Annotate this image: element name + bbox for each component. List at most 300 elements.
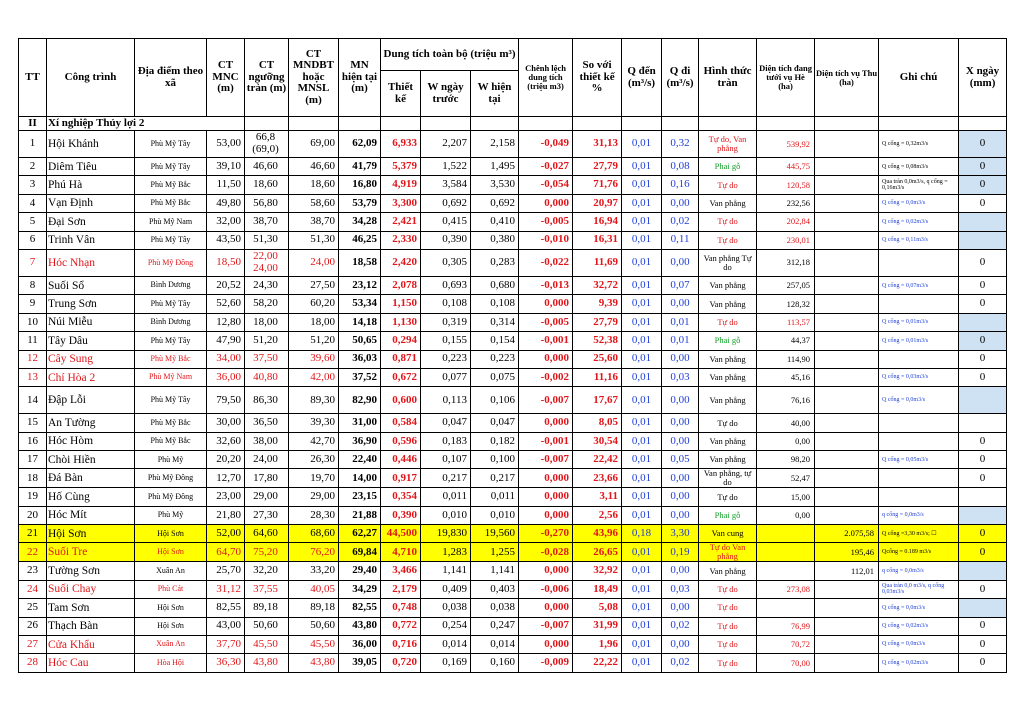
cell-x-ngay: 0 <box>959 432 1007 450</box>
cell-q-di: 0,02 <box>662 654 699 672</box>
cell-name: Suối Chay <box>47 580 135 598</box>
cell-w-ngay-truoc: 0,217 <box>421 469 471 488</box>
cell-location: Phù Mỹ Bắc <box>135 194 207 212</box>
cell-ct-mnc: 47,90 <box>207 332 245 350</box>
cell-q-den: 0,01 <box>622 617 662 635</box>
cell-thiet-ke: 0,596 <box>381 432 421 450</box>
cell-x-ngay: 0 <box>959 617 1007 635</box>
cell-dt-dang-tuoi: 445,75 <box>757 158 815 176</box>
cell-ct-mndbt: 38,70 <box>289 213 339 231</box>
cell-location: Hội Sơn <box>135 525 207 543</box>
cell-q-den: 0,01 <box>622 332 662 350</box>
cell-dt-dang-tuoi: 76,16 <box>757 387 815 414</box>
cell-hinh-thuc-tran: Van phẳng <box>699 295 757 313</box>
cell-w-hien-tai: 0,154 <box>471 332 519 350</box>
cell-q-den: 0,01 <box>622 276 662 294</box>
cell-tt: 25 <box>19 599 47 617</box>
cell-thiet-ke: 2,179 <box>381 580 421 598</box>
cell-ct-mndbt: 39,60 <box>289 350 339 368</box>
cell-q-den: 0,01 <box>622 158 662 176</box>
cell-x-ngay: 0 <box>959 350 1007 368</box>
cell-ct-nguong: 32,20 <box>245 562 289 580</box>
cell-so-voi-tk: 8,05 <box>573 414 622 432</box>
cell-q-di: 0,32 <box>662 131 699 158</box>
cell-location: Phù Mỹ Nam <box>135 213 207 231</box>
cell-mn-hien-tai: 21,88 <box>339 506 381 524</box>
cell-chenh-lech: -0,007 <box>519 451 573 469</box>
cell-thiet-ke: 0,716 <box>381 635 421 653</box>
cell-dt-vu-thu <box>815 617 879 635</box>
cell-x-ngay: 0 <box>959 469 1007 488</box>
cell-ct-mndbt: 76,20 <box>289 543 339 562</box>
cell-ct-mnc: 82,55 <box>207 599 245 617</box>
cell-so-voi-tk: 22,42 <box>573 451 622 469</box>
cell-dt-dang-tuoi: 0,00 <box>757 506 815 524</box>
cell-hinh-thuc-tran: Tự do <box>699 231 757 249</box>
cell-ct-mndbt: 39,30 <box>289 414 339 432</box>
cell-hinh-thuc-tran: Tự do <box>699 213 757 231</box>
cell-thiet-ke: 3,300 <box>381 194 421 212</box>
cell-dt-vu-thu <box>815 451 879 469</box>
cell-ct-mndbt: 40,05 <box>289 580 339 598</box>
cell-location: Phù Mỹ Tây <box>135 231 207 249</box>
cell-mn-hien-tai: 29,40 <box>339 562 381 580</box>
cell-ct-nguong: 24,00 <box>245 451 289 469</box>
table-row <box>19 580 1007 598</box>
cell-dt-vu-thu <box>815 488 879 506</box>
cell-x-ngay: 0 <box>959 635 1007 653</box>
cell-chenh-lech: 0,000 <box>519 488 573 506</box>
cell-mn-hien-tai: 82,90 <box>339 387 381 414</box>
table-row <box>19 231 1007 249</box>
cell-mn-hien-tai: 53,79 <box>339 194 381 212</box>
cell-location: Hội Sơn <box>135 599 207 617</box>
cell-w-hien-tai: 0,108 <box>471 295 519 313</box>
cell-name: Tường Sơn <box>47 562 135 580</box>
cell-hinh-thuc-tran: Tự do <box>699 580 757 598</box>
cell-ct-nguong: 37,50 <box>245 350 289 368</box>
cell-hinh-thuc-tran: Tự do <box>699 599 757 617</box>
cell-ct-mnc: 20,52 <box>207 276 245 294</box>
cell-q-den: 0,01 <box>622 599 662 617</box>
cell-q-di: 0,16 <box>662 176 699 194</box>
cell-q-di: 0,00 <box>662 488 699 506</box>
cell-dt-vu-thu <box>815 332 879 350</box>
cell-chenh-lech: -0,013 <box>519 276 573 294</box>
cell-ct-mndbt: 68,60 <box>289 525 339 543</box>
cell-mn-hien-tai: 46,25 <box>339 231 381 249</box>
cell-ct-mnc: 43,50 <box>207 231 245 249</box>
cell-q-den: 0,01 <box>622 368 662 386</box>
header-ct-nguong: CT ngưỡng tràn (m) <box>245 39 289 117</box>
cell-ct-mnc: 21,80 <box>207 506 245 524</box>
cell-ct-nguong: 66,8 (69,0) <box>245 131 289 158</box>
cell-ct-nguong: 17,80 <box>245 469 289 488</box>
cell-ct-mndbt: 28,30 <box>289 506 339 524</box>
cell-ct-nguong: 43,80 <box>245 654 289 672</box>
cell-q-den: 0,01 <box>622 469 662 488</box>
cell-q-den: 0,01 <box>622 350 662 368</box>
cell-chenh-lech: 0,000 <box>519 295 573 313</box>
table-row <box>19 506 1007 524</box>
cell-ct-nguong: 18,00 <box>245 313 289 331</box>
cell-name: Hố Cùng <box>47 488 135 506</box>
cell-location: Phù Mỹ Bắc <box>135 350 207 368</box>
cell-tt: 2 <box>19 158 47 176</box>
cell-x-ngay: 0 <box>959 543 1007 562</box>
cell-chenh-lech: -0,009 <box>519 654 573 672</box>
cell-thiet-ke: 0,294 <box>381 332 421 350</box>
cell-q-di: 0,02 <box>662 617 699 635</box>
cell-ct-mndbt: 42,70 <box>289 432 339 450</box>
cell-w-ngay-truoc: 0,108 <box>421 295 471 313</box>
cell-w-ngay-truoc: 0,390 <box>421 231 471 249</box>
cell-ct-nguong: 51,30 <box>245 231 289 249</box>
cell-ghi-chu: Q cống = 0,05m3/s <box>879 451 959 469</box>
cell-dt-dang-tuoi: 70,00 <box>757 654 815 672</box>
cell-chenh-lech: 0,000 <box>519 635 573 653</box>
cell-w-hien-tai: 1,255 <box>471 543 519 562</box>
cell-q-den: 0,01 <box>622 213 662 231</box>
table-row <box>19 599 1007 617</box>
cell-name: Núi Miễu <box>47 313 135 331</box>
cell-mn-hien-tai: 62,09 <box>339 131 381 158</box>
header-dt-vu-thu: Diện tích vụ Thu (ha) <box>815 39 879 117</box>
cell-w-hien-tai: 0,010 <box>471 506 519 524</box>
cell-hinh-thuc-tran: Van phẳng, tự do <box>699 469 757 488</box>
cell-name: Hội Khánh <box>47 131 135 158</box>
cell-chenh-lech: 0,000 <box>519 469 573 488</box>
cell-dt-vu-thu: 195,46 <box>815 543 879 562</box>
cell-hinh-thuc-tran: Tự do <box>699 654 757 672</box>
cell-tt: 8 <box>19 276 47 294</box>
table-row <box>19 194 1007 212</box>
cell-w-ngay-truoc: 3,584 <box>421 176 471 194</box>
cell-ct-nguong: 27,30 <box>245 506 289 524</box>
cell-x-ngay: 0 <box>959 158 1007 176</box>
cell-w-ngay-truoc: 0,305 <box>421 249 471 276</box>
cell-w-ngay-truoc: 2,207 <box>421 131 471 158</box>
cell-name: Tây Dâu <box>47 332 135 350</box>
cell-ct-mnc: 79,50 <box>207 387 245 414</box>
cell-name: Hóc Mít <box>47 506 135 524</box>
cell-chenh-lech: -0,054 <box>519 176 573 194</box>
cell-q-di: 0,00 <box>662 562 699 580</box>
cell-mn-hien-tai: 41,79 <box>339 158 381 176</box>
cell-ghi-chu: Q cống = 0,01m3/s <box>879 332 959 350</box>
cell-ct-mnc: 32,00 <box>207 213 245 231</box>
cell-thiet-ke: 4,710 <box>381 543 421 562</box>
cell-thiet-ke: 1,130 <box>381 313 421 331</box>
cell-thiet-ke: 2,420 <box>381 249 421 276</box>
cell-ct-nguong: 18,60 <box>245 176 289 194</box>
cell-location: Phù Mỹ Bắc <box>135 432 207 450</box>
cell-q-di: 0,08 <box>662 158 699 176</box>
cell-dt-vu-thu <box>815 213 879 231</box>
header-ct-mnc: CT MNC (m) <box>207 39 245 117</box>
table-row <box>19 249 1007 276</box>
cell-ct-nguong: 36,50 <box>245 414 289 432</box>
cell-name: Suối Tre <box>47 543 135 562</box>
cell-w-hien-tai: 3,530 <box>471 176 519 194</box>
cell-dt-dang-tuoi: 98,20 <box>757 451 815 469</box>
cell-hinh-thuc-tran: Van phẳng <box>699 350 757 368</box>
cell-q-di: 0,03 <box>662 580 699 598</box>
cell-dt-vu-thu <box>815 368 879 386</box>
cell-x-ngay <box>959 414 1007 432</box>
cell-hinh-thuc-tran: Phai gỗ <box>699 332 757 350</box>
cell-tt: 26 <box>19 617 47 635</box>
cell-q-di: 3,30 <box>662 525 699 543</box>
cell-dt-vu-thu <box>815 432 879 450</box>
cell-ct-mndbt: 29,00 <box>289 488 339 506</box>
cell-x-ngay: 0 <box>959 654 1007 672</box>
cell-x-ngay <box>959 488 1007 506</box>
table-row <box>19 562 1007 580</box>
table-row <box>19 295 1007 313</box>
cell-so-voi-tk: 17,67 <box>573 387 622 414</box>
cell-so-voi-tk: 11,16 <box>573 368 622 386</box>
cell-mn-hien-tai: 37,52 <box>339 368 381 386</box>
cell-ct-mnc: 11,50 <box>207 176 245 194</box>
cell-q-den: 0,01 <box>622 176 662 194</box>
cell-hinh-thuc-tran: Phai gỗ <box>699 506 757 524</box>
cell-ct-mnc: 25,70 <box>207 562 245 580</box>
reservoir-status-table <box>18 38 1007 673</box>
cell-so-voi-tk: 3,11 <box>573 488 622 506</box>
cell-ct-mndbt: 33,20 <box>289 562 339 580</box>
cell-ct-mnc: 30,00 <box>207 414 245 432</box>
cell-name: An Tường <box>47 414 135 432</box>
cell-dt-dang-tuoi: 52,47 <box>757 469 815 488</box>
cell-q-di: 0,00 <box>662 506 699 524</box>
cell-w-ngay-truoc: 0,169 <box>421 654 471 672</box>
cell-so-voi-tk: 32,72 <box>573 276 622 294</box>
cell-x-ngay <box>959 231 1007 249</box>
cell-so-voi-tk: 31,99 <box>573 617 622 635</box>
cell-q-di: 0,00 <box>662 350 699 368</box>
cell-q-di: 0,00 <box>662 249 699 276</box>
header-thiet-ke: Thiết kế <box>381 71 421 117</box>
cell-chenh-lech: -0,005 <box>519 213 573 231</box>
header-cong-trinh: Công trình <box>47 39 135 117</box>
table-row <box>19 131 1007 158</box>
cell-ghi-chu: Q cống = 0,02m3/s <box>879 617 959 635</box>
cell-q-den: 0,01 <box>622 295 662 313</box>
cell-dt-dang-tuoi: 120,58 <box>757 176 815 194</box>
cell-mn-hien-tai: 16,80 <box>339 176 381 194</box>
cell-w-ngay-truoc: 0,010 <box>421 506 471 524</box>
cell-x-ngay: 0 <box>959 276 1007 294</box>
cell-thiet-ke: 0,354 <box>381 488 421 506</box>
table-row <box>19 525 1007 543</box>
cell-q-di: 0,00 <box>662 387 699 414</box>
cell-dt-vu-thu: 112,01 <box>815 562 879 580</box>
cell-ct-mnc: 53,00 <box>207 131 245 158</box>
cell-w-ngay-truoc: 0,409 <box>421 580 471 598</box>
cell-w-ngay-truoc: 1,141 <box>421 562 471 580</box>
cell-ct-mndbt: 18,60 <box>289 176 339 194</box>
cell-w-ngay-truoc: 0,223 <box>421 350 471 368</box>
table-row <box>19 414 1007 432</box>
cell-w-hien-tai: 0,247 <box>471 617 519 635</box>
cell-name: Suối Sổ <box>47 276 135 294</box>
cell-dt-dang-tuoi: 257,05 <box>757 276 815 294</box>
cell-ct-nguong: 29,00 <box>245 488 289 506</box>
cell-dt-vu-thu <box>815 654 879 672</box>
cell-q-di: 0,01 <box>662 313 699 331</box>
cell-q-den: 0,01 <box>622 231 662 249</box>
section-code: II <box>19 117 47 131</box>
cell-thiet-ke: 0,772 <box>381 617 421 635</box>
cell-w-hien-tai: 0,038 <box>471 599 519 617</box>
cell-w-hien-tai: 0,410 <box>471 213 519 231</box>
cell-hinh-thuc-tran: Tự do, Van phẳng <box>699 131 757 158</box>
cell-location: Bình Dương <box>135 313 207 331</box>
cell-tt: 20 <box>19 506 47 524</box>
header-q-di: Q đi (m³/s) <box>662 39 699 117</box>
cell-hinh-thuc-tran: Van phẳng <box>699 432 757 450</box>
header-dung-tich-group: Dung tích toàn bộ (triệu m³) <box>381 39 519 71</box>
cell-q-di: 0,03 <box>662 368 699 386</box>
cell-w-hien-tai: 0,283 <box>471 249 519 276</box>
cell-chenh-lech: -0,005 <box>519 313 573 331</box>
cell-chenh-lech: -0,010 <box>519 231 573 249</box>
cell-mn-hien-tai: 14,18 <box>339 313 381 331</box>
cell-location: Phù Mỹ Đông <box>135 488 207 506</box>
cell-dt-vu-thu <box>815 276 879 294</box>
cell-w-hien-tai: 2,158 <box>471 131 519 158</box>
cell-mn-hien-tai: 23,15 <box>339 488 381 506</box>
table-body <box>19 117 1007 673</box>
cell-tt: 19 <box>19 488 47 506</box>
cell-hinh-thuc-tran: Van phẳng <box>699 276 757 294</box>
cell-ct-mndbt: 46,60 <box>289 158 339 176</box>
cell-thiet-ke: 6,933 <box>381 131 421 158</box>
cell-q-den: 0,01 <box>622 488 662 506</box>
cell-q-den: 0,01 <box>622 131 662 158</box>
cell-ct-nguong: 38,70 <box>245 213 289 231</box>
cell-so-voi-tk: 52,38 <box>573 332 622 350</box>
cell-so-voi-tk: 25,60 <box>573 350 622 368</box>
cell-thiet-ke: 0,672 <box>381 368 421 386</box>
cell-x-ngay <box>959 599 1007 617</box>
cell-dt-dang-tuoi: 232,56 <box>757 194 815 212</box>
cell-mn-hien-tai: 50,65 <box>339 332 381 350</box>
cell-ct-mndbt: 45,50 <box>289 635 339 653</box>
cell-name: Phú Hà <box>47 176 135 194</box>
cell-thiet-ke: 4,919 <box>381 176 421 194</box>
cell-so-voi-tk: 2,56 <box>573 506 622 524</box>
cell-q-di: 0,05 <box>662 451 699 469</box>
table-row <box>19 276 1007 294</box>
cell-ct-mndbt: 19,70 <box>289 469 339 488</box>
cell-w-hien-tai: 0,380 <box>471 231 519 249</box>
cell-ghi-chu <box>879 350 959 368</box>
cell-tt: 7 <box>19 249 47 276</box>
cell-tt: 15 <box>19 414 47 432</box>
cell-so-voi-tk: 18,49 <box>573 580 622 598</box>
cell-tt: 13 <box>19 368 47 386</box>
cell-ghi-chu <box>879 469 959 488</box>
cell-mn-hien-tai: 18,58 <box>339 249 381 276</box>
cell-ct-mndbt: 24,00 <box>289 249 339 276</box>
cell-ghi-chu: q cống = 0,0m3/s <box>879 562 959 580</box>
cell-q-di: 0,00 <box>662 414 699 432</box>
cell-q-den: 0,01 <box>622 543 662 562</box>
cell-ct-nguong: 38,00 <box>245 432 289 450</box>
cell-w-ngay-truoc: 0,155 <box>421 332 471 350</box>
table-row <box>19 350 1007 368</box>
cell-ghi-chu: Q cống = 0,0m3/s <box>879 194 959 212</box>
cell-mn-hien-tai: 53,34 <box>339 295 381 313</box>
cell-thiet-ke: 0,446 <box>381 451 421 469</box>
cell-ct-mnc: 52,00 <box>207 525 245 543</box>
cell-ct-mndbt: 89,30 <box>289 387 339 414</box>
cell-x-ngay <box>959 313 1007 331</box>
cell-x-ngay: 0 <box>959 249 1007 276</box>
cell-dt-dang-tuoi: 113,57 <box>757 313 815 331</box>
cell-location: Phù Mỹ Tây <box>135 295 207 313</box>
cell-dt-vu-thu <box>815 635 879 653</box>
cell-location: Phù Cát <box>135 580 207 598</box>
cell-w-ngay-truoc: 0,319 <box>421 313 471 331</box>
cell-w-ngay-truoc: 0,183 <box>421 432 471 450</box>
cell-chenh-lech: 0,000 <box>519 562 573 580</box>
cell-so-voi-tk: 27,79 <box>573 158 622 176</box>
cell-dt-vu-thu <box>815 414 879 432</box>
cell-dt-vu-thu <box>815 131 879 158</box>
cell-x-ngay <box>959 387 1007 414</box>
cell-location: Phù Mỹ Tây <box>135 131 207 158</box>
cell-ghi-chu: q cống = 0,0m3/s <box>879 506 959 524</box>
cell-w-ngay-truoc: 0,077 <box>421 368 471 386</box>
cell-chenh-lech: -0,007 <box>519 387 573 414</box>
cell-thiet-ke: 0,600 <box>381 387 421 414</box>
cell-w-hien-tai: 0,047 <box>471 414 519 432</box>
cell-dt-vu-thu <box>815 249 879 276</box>
cell-hinh-thuc-tran: Van phẳng <box>699 368 757 386</box>
cell-so-voi-tk: 30,54 <box>573 432 622 450</box>
cell-q-di: 0,07 <box>662 276 699 294</box>
cell-dt-dang-tuoi: 539,92 <box>757 131 815 158</box>
cell-hinh-thuc-tran: Van phẳng <box>699 194 757 212</box>
cell-ghi-chu: Qua tràn 0,0m3/s, q cống = 0,16m3/s <box>879 176 959 194</box>
cell-chenh-lech: -0,270 <box>519 525 573 543</box>
cell-location: Xuân An <box>135 562 207 580</box>
cell-x-ngay: 0 <box>959 580 1007 598</box>
cell-name: Hội Sơn <box>47 525 135 543</box>
cell-w-ngay-truoc: 0,038 <box>421 599 471 617</box>
cell-ghi-chu: Q cống = 0,32m3/s <box>879 131 959 158</box>
cell-ghi-chu: Q cống = 0,01m3/s <box>879 313 959 331</box>
cell-w-hien-tai: 0,403 <box>471 580 519 598</box>
cell-location: Hội Sơn <box>135 617 207 635</box>
cell-dt-vu-thu <box>815 194 879 212</box>
cell-thiet-ke: 44,500 <box>381 525 421 543</box>
cell-ct-nguong: 40,80 <box>245 368 289 386</box>
cell-dt-dang-tuoi: 40,00 <box>757 414 815 432</box>
cell-ghi-chu: Q cống = 0,02m3/s <box>879 654 959 672</box>
cell-ct-mnc: 49,80 <box>207 194 245 212</box>
cell-chenh-lech: -0,006 <box>519 580 573 598</box>
cell-w-hien-tai: 0,100 <box>471 451 519 469</box>
cell-w-hien-tai: 0,223 <box>471 350 519 368</box>
cell-ct-nguong: 86,30 <box>245 387 289 414</box>
cell-tt: 10 <box>19 313 47 331</box>
cell-so-voi-tk: 26,65 <box>573 543 622 562</box>
table-row <box>19 451 1007 469</box>
